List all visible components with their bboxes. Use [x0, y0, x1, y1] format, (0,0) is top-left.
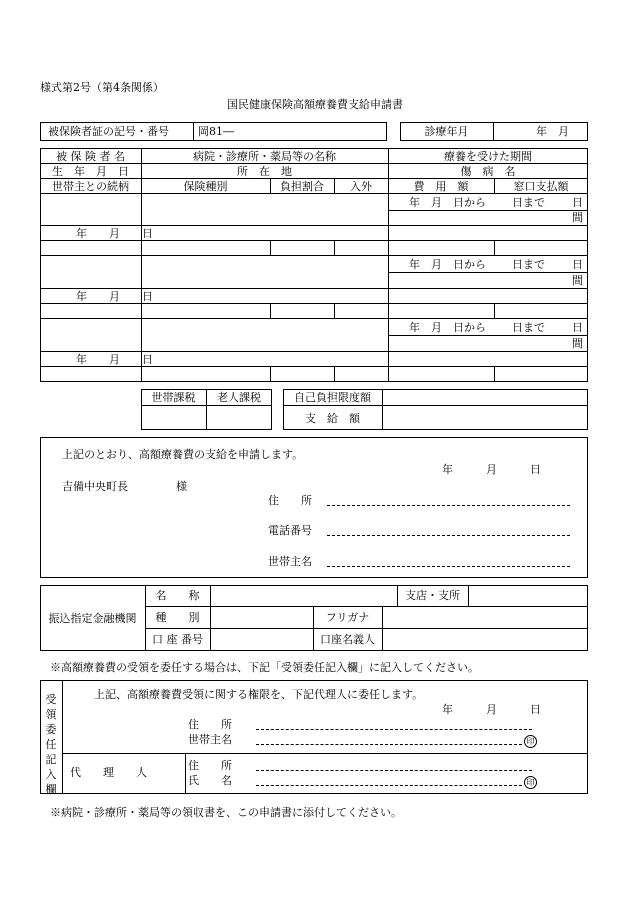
header-insurance-type: 保険種別: [183, 180, 228, 193]
applicant-head-label: 世帯主名: [268, 555, 312, 568]
mayor-name: 吉備中央町長: [62, 480, 128, 493]
applicant-head-field[interactable]: [327, 566, 570, 567]
birth-date-1: 年 月 日: [76, 227, 153, 240]
agent-name-field[interactable]: [256, 785, 522, 786]
self-limit-label: 自己負担限度額: [294, 391, 371, 404]
period-to-1: 日まで: [512, 196, 545, 209]
agent-address-label: 住 所: [188, 759, 232, 772]
header-relation: 世帯主との続柄: [52, 180, 129, 193]
header-inpatient-outpatient: 入外: [350, 180, 372, 193]
delegator-seal: 印: [524, 735, 537, 748]
period-from-2: 年 月 日から: [409, 258, 486, 271]
household-tax-label: 世帯課税: [151, 391, 196, 404]
agent-address-field[interactable]: [256, 770, 532, 771]
delegator-head-label: 世帯主名: [188, 733, 232, 746]
header-burden-ratio: 負担割合: [280, 180, 324, 193]
agent-label: 代 理 人: [70, 766, 147, 779]
header-cost-amount: 費 用 額: [413, 180, 469, 193]
application-statement: 上記のとおり、高額療養費の支給を申請します。: [62, 448, 304, 461]
treatment-month-value[interactable]: 年 月: [536, 125, 569, 138]
account-number-label: 口 座 番号: [152, 633, 203, 646]
delegator-head-field[interactable]: [256, 744, 522, 745]
header-hospital-name: 病院・診療所・薬局等の名称: [193, 150, 336, 163]
applicant-address-field[interactable]: [327, 505, 570, 506]
period-days-2b: 間: [572, 274, 583, 287]
furigana-label: フリガナ: [325, 611, 370, 624]
account-holder-label: 口座名義人: [320, 633, 375, 646]
account-type-label: 種 別: [155, 611, 200, 624]
insured-id-value[interactable]: 岡81―: [198, 125, 234, 138]
page-title: 国民健康保険高額療養費支給申請書: [227, 98, 403, 111]
application-date[interactable]: 年 月 日: [442, 463, 541, 476]
bank-name-label: 名 称: [155, 589, 200, 602]
period-to-3: 日まで: [512, 321, 545, 334]
birth-date-2: 年 月 日: [76, 290, 153, 303]
delegator-address-label: 住 所: [188, 718, 232, 731]
treatment-month-label: 診療年月: [424, 125, 469, 138]
header-insured-name: 被 保 険 者 名: [56, 150, 125, 163]
header-address: 所 在 地: [237, 165, 292, 178]
period-days-2a: 日: [572, 258, 583, 271]
birth-date-3: 年 月 日: [76, 353, 153, 366]
bank-branch-label: 支店・支所: [405, 589, 460, 602]
period-to-2: 日まで: [512, 258, 545, 271]
header-birth-date: 生 年 月 日: [52, 165, 129, 178]
applicant-phone-label: 電話番号: [268, 524, 312, 537]
delegation-statement: 上記、高額療養費受領に関する権限を、下記代理人に委任します。: [94, 688, 424, 701]
period-days-3a: 日: [572, 321, 583, 334]
mayor-honorific: 様: [176, 480, 187, 493]
period-days-1a: 日: [572, 196, 583, 209]
elderly-tax-label: 老人課税: [217, 391, 261, 404]
applicant-address-label: 住 所: [268, 494, 312, 507]
delegation-date[interactable]: 年 月 日: [442, 703, 541, 716]
delegation-note: ※高額療養費の受領を委任する場合は、下記「受領委任記入欄」に記入してください。: [50, 661, 479, 674]
agent-name-label: 氏 名: [188, 774, 232, 787]
agent-seal: 印: [524, 776, 537, 789]
period-days-3b: 間: [572, 337, 583, 350]
period-from-3: 年 月 日から: [409, 321, 486, 334]
header-window-payment: 窓口支払額: [513, 180, 569, 193]
payment-amount-label: 支 給 額: [305, 412, 360, 425]
form-number: 様式第2号（第4条関係）: [40, 81, 164, 94]
applicant-phone-field[interactable]: [327, 535, 570, 536]
header-treatment-period: 療養を受けた期間: [444, 150, 532, 163]
insured-id-label: 被保険者証の記号・番号: [48, 125, 169, 138]
period-days-1b: 間: [572, 211, 583, 224]
bank-section-label: 振込指定金融機関: [48, 612, 137, 625]
delegator-address-field[interactable]: [256, 729, 532, 730]
header-disease-name: 傷 病 名: [460, 165, 516, 178]
period-from-1: 年 月 日から: [409, 196, 486, 209]
footer-note: ※病院・診療所・薬局等の領収書を、この申請書に添付してください。: [50, 806, 402, 819]
